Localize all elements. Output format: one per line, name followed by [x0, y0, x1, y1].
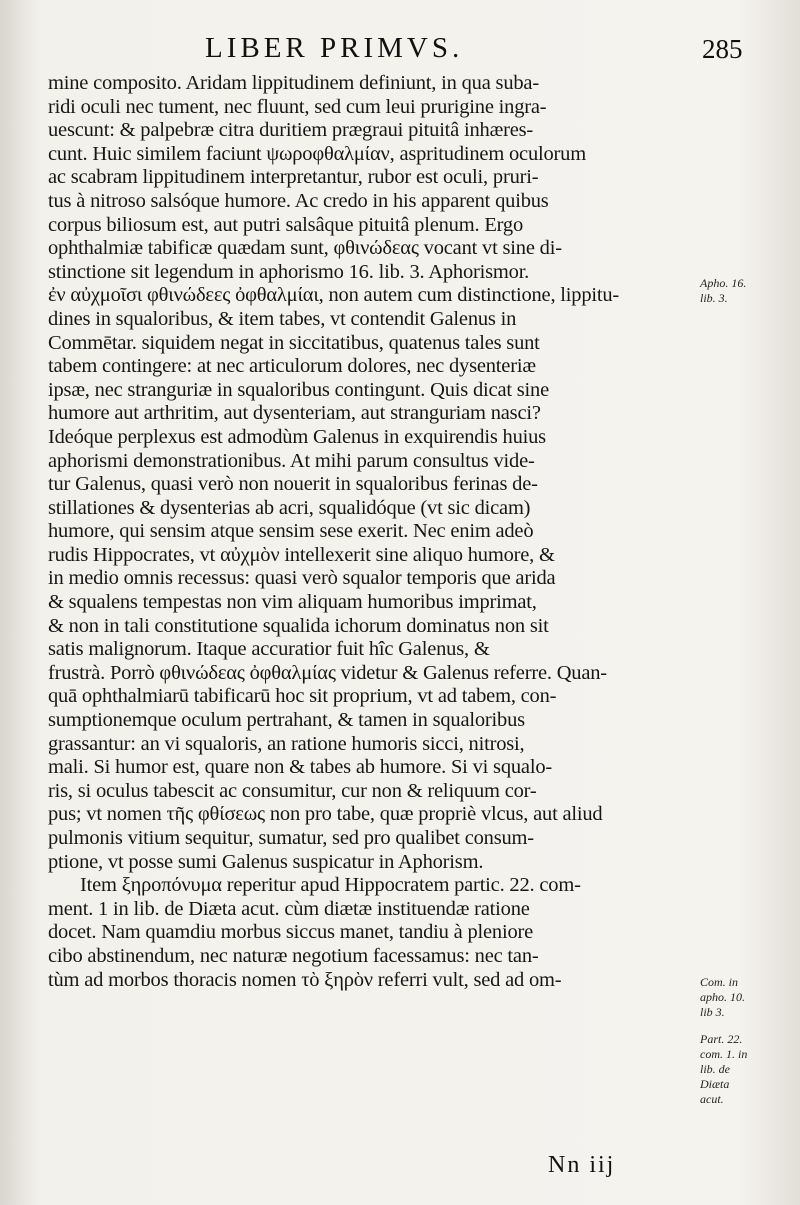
- margin-note-line: lib. de: [700, 1062, 730, 1076]
- text-line: quā ophthalmiarū tabificarū hoc sit proprium, vt ad tabem, con-: [48, 685, 557, 708]
- text-line: tus à nitroso salsóque humore. Ac credo in his apparent quibus: [48, 189, 549, 212]
- text-line: ris, si oculus tabescit ac consumitur, cur non & reliquum cor-: [48, 779, 537, 802]
- text-line: dines in squaloribus, & item tabes, vt contendit Galenus in: [48, 307, 517, 330]
- margin-note-line: lib. 3.: [700, 291, 728, 305]
- text-line: ophthalmiæ tabificæ quædam sunt, φθινώδεας vocant vt sine di-: [48, 237, 562, 260]
- page-number: 285: [702, 34, 743, 64]
- text-line: mine composito. Aridam lippitudinem definiunt, in qua suba-: [48, 72, 539, 94]
- text-line: tùm ad morbos thoracis nomen τὸ ξηρὸν referri vult, sed ad om-: [48, 968, 562, 991]
- margin-note-line: lib 3.: [700, 1005, 725, 1019]
- margin-note-line: Part. 22.: [700, 1032, 743, 1046]
- text-line: aphorismi demonstrationibus. At mihi parum consultus vide-: [48, 449, 535, 472]
- body-text: [48, 72, 708, 992]
- text-line: uescunt: & palpebræ citra duritiem prægraui pituitâ inhæres-: [48, 119, 534, 142]
- margin-note-line: com. 1. in: [700, 1047, 748, 1061]
- text-line: ac scabram lippitudinem interpretantur, rubor est oculi, pruri-: [48, 166, 539, 189]
- text-line: ridi oculi nec tument, nec fluunt, sed cum leui prurigine ingra-: [48, 95, 547, 118]
- margin-note-line: Diæta: [700, 1077, 730, 1091]
- text-line: grassantur: an vi squaloris, an ratione humoris sicci, nitrosi,: [48, 732, 525, 755]
- margin-note: [700, 1032, 796, 1107]
- text-line: ἐν αὐχμοῖσι φθινώδεες ὀφθαλμίαι, non autem cum distinctione, lippitu-: [48, 284, 620, 307]
- margin-note-line: Apho. 16.: [700, 276, 747, 290]
- text-line: frustrà. Porrò φθινώδεας ὀφθαλμίας videtur & Galenus referre. Quan-: [48, 661, 607, 684]
- text-line: cibo abstinendum, nec naturæ negotium facessamus: nec tan-: [48, 944, 539, 967]
- text-line: satis malignorum. Itaque accuratior fuit hîc Galenus, &: [48, 638, 490, 661]
- margin-note: [700, 975, 796, 1020]
- text-line: & non in tali constitutione squalida ichorum dominatus non sit: [48, 614, 549, 637]
- text-line: & squalens tempestas non vim aliquam humoribus imprimat,: [48, 591, 537, 614]
- text-line: tabem contingere: at nec articulorum dolores, nec dysenteriæ: [48, 355, 536, 378]
- text-line: ment. 1 in lib. de Diæta acut. cùm diætæ instituendæ ratione: [48, 897, 530, 920]
- margin-note-line: acut.: [700, 1092, 724, 1106]
- text-line: humore, qui sensim atque sensim sese exerit. Nec enim adeò: [48, 520, 534, 543]
- margin-notes: [700, 0, 800, 1205]
- text-line: stinctione sit legendum in aphorismo 16. lib. 3. Aphorismor.: [48, 260, 530, 283]
- text-line: mali. Si humor est, quare non & tabes ab humore. Si vi squalo-: [48, 756, 553, 779]
- page-header: [0, 30, 800, 70]
- margin-note: [700, 276, 796, 306]
- running-title: LIBER PRIMVS.: [205, 32, 464, 64]
- text-line: docet. Nam quamdiu morbus siccus manet, tandiu à pleniore: [48, 921, 534, 944]
- text-line: in medio omnis recessus: quasi verò squalor temporis que arida: [48, 567, 556, 590]
- text-line: tur Galenus, quasi verò non nouerit in squaloribus ferinas de-: [48, 473, 538, 496]
- margin-note-line: Com. in: [700, 975, 739, 989]
- text-line: rudis Hippocrates, vt αὐχμὸν intellexerit sine aliquo humore, &: [48, 543, 555, 566]
- text-line: cunt. Huic similem faciunt ψωροφθαλμίαν, aspritudinem oculorum: [48, 142, 586, 165]
- text-line: Item ξηροπόνυμα reperitur apud Hippocratem partic. 22. com-: [80, 874, 581, 897]
- text-line: sumptionemque oculum pertrahant, & tamen in squaloribus: [48, 709, 525, 732]
- text-line: corpus biliosum est, aut putri salsâque pituitâ plenum. Ergo: [48, 213, 523, 236]
- text-line: stillationes & dysenterias ab acri, squalidóque (vt sic dicam): [48, 496, 531, 519]
- text-line: ipsæ, nec stranguriæ in squaloribus contingunt. Quis dicat sine: [48, 378, 549, 401]
- signature-mark: Nn iij: [548, 1152, 616, 1178]
- text-line: humore aut arthritim, aut dysenteriam, aut stranguriam nasci?: [48, 402, 541, 425]
- text-line: pulmonis vitium sequitur, sumatur, sed pro qualibet consum-: [48, 827, 534, 849]
- margin-note-line: apho. 10.: [700, 990, 745, 1004]
- text-line: ptione, vt posse sumi Galenus suspicatur in Aphorism.: [48, 850, 484, 873]
- text-line: Commētar. siquidem negat in siccitatibus, quatenus tales sunt: [48, 331, 540, 354]
- text-line: pus; vt nomen τῆς φθίσεως non pro tabe, quæ propriè vlcus, aut aliud: [48, 803, 603, 826]
- text-line: Ideóque perplexus est admodùm Galenus in exquirendis huius: [48, 425, 546, 448]
